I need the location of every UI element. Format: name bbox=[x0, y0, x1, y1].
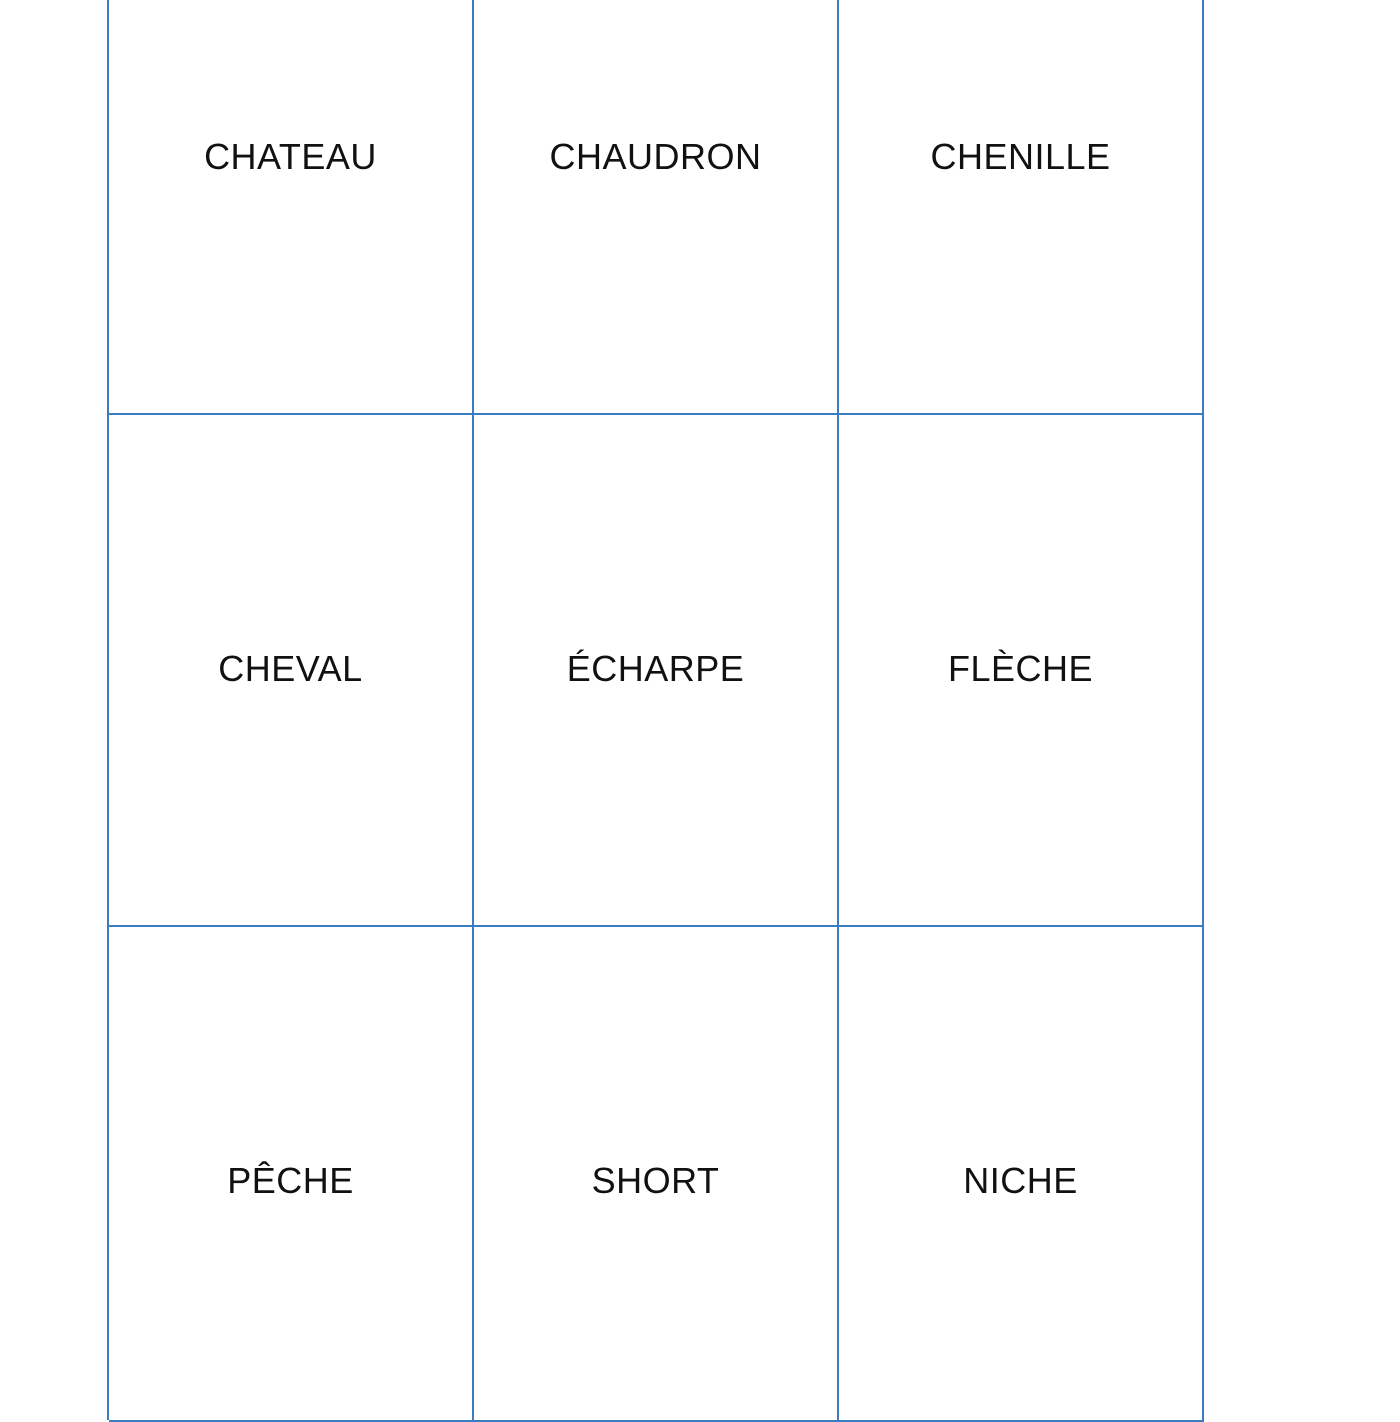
card-word: ÉCHARPE bbox=[566, 648, 745, 689]
word-card bbox=[109, 927, 474, 1422]
word-card bbox=[474, 927, 839, 1422]
card-word: CHEVAL bbox=[218, 648, 363, 689]
word-card bbox=[839, 415, 1204, 927]
word-card bbox=[109, 0, 474, 415]
card-word: FLÈCHE bbox=[947, 648, 1094, 689]
card-word: CHAUDRON bbox=[549, 136, 762, 177]
word-card bbox=[474, 0, 839, 415]
word-card bbox=[839, 927, 1204, 1422]
word-card-grid bbox=[107, 0, 1202, 1420]
card-word: CHATEAU bbox=[204, 136, 377, 177]
word-card bbox=[474, 415, 839, 927]
word-card bbox=[839, 0, 1204, 415]
card-word: SHORT bbox=[591, 1160, 720, 1201]
card-word: PÊCHE bbox=[227, 1160, 354, 1201]
word-card bbox=[109, 415, 474, 927]
card-word: CHENILLE bbox=[930, 136, 1111, 177]
card-word: NICHE bbox=[963, 1160, 1078, 1201]
